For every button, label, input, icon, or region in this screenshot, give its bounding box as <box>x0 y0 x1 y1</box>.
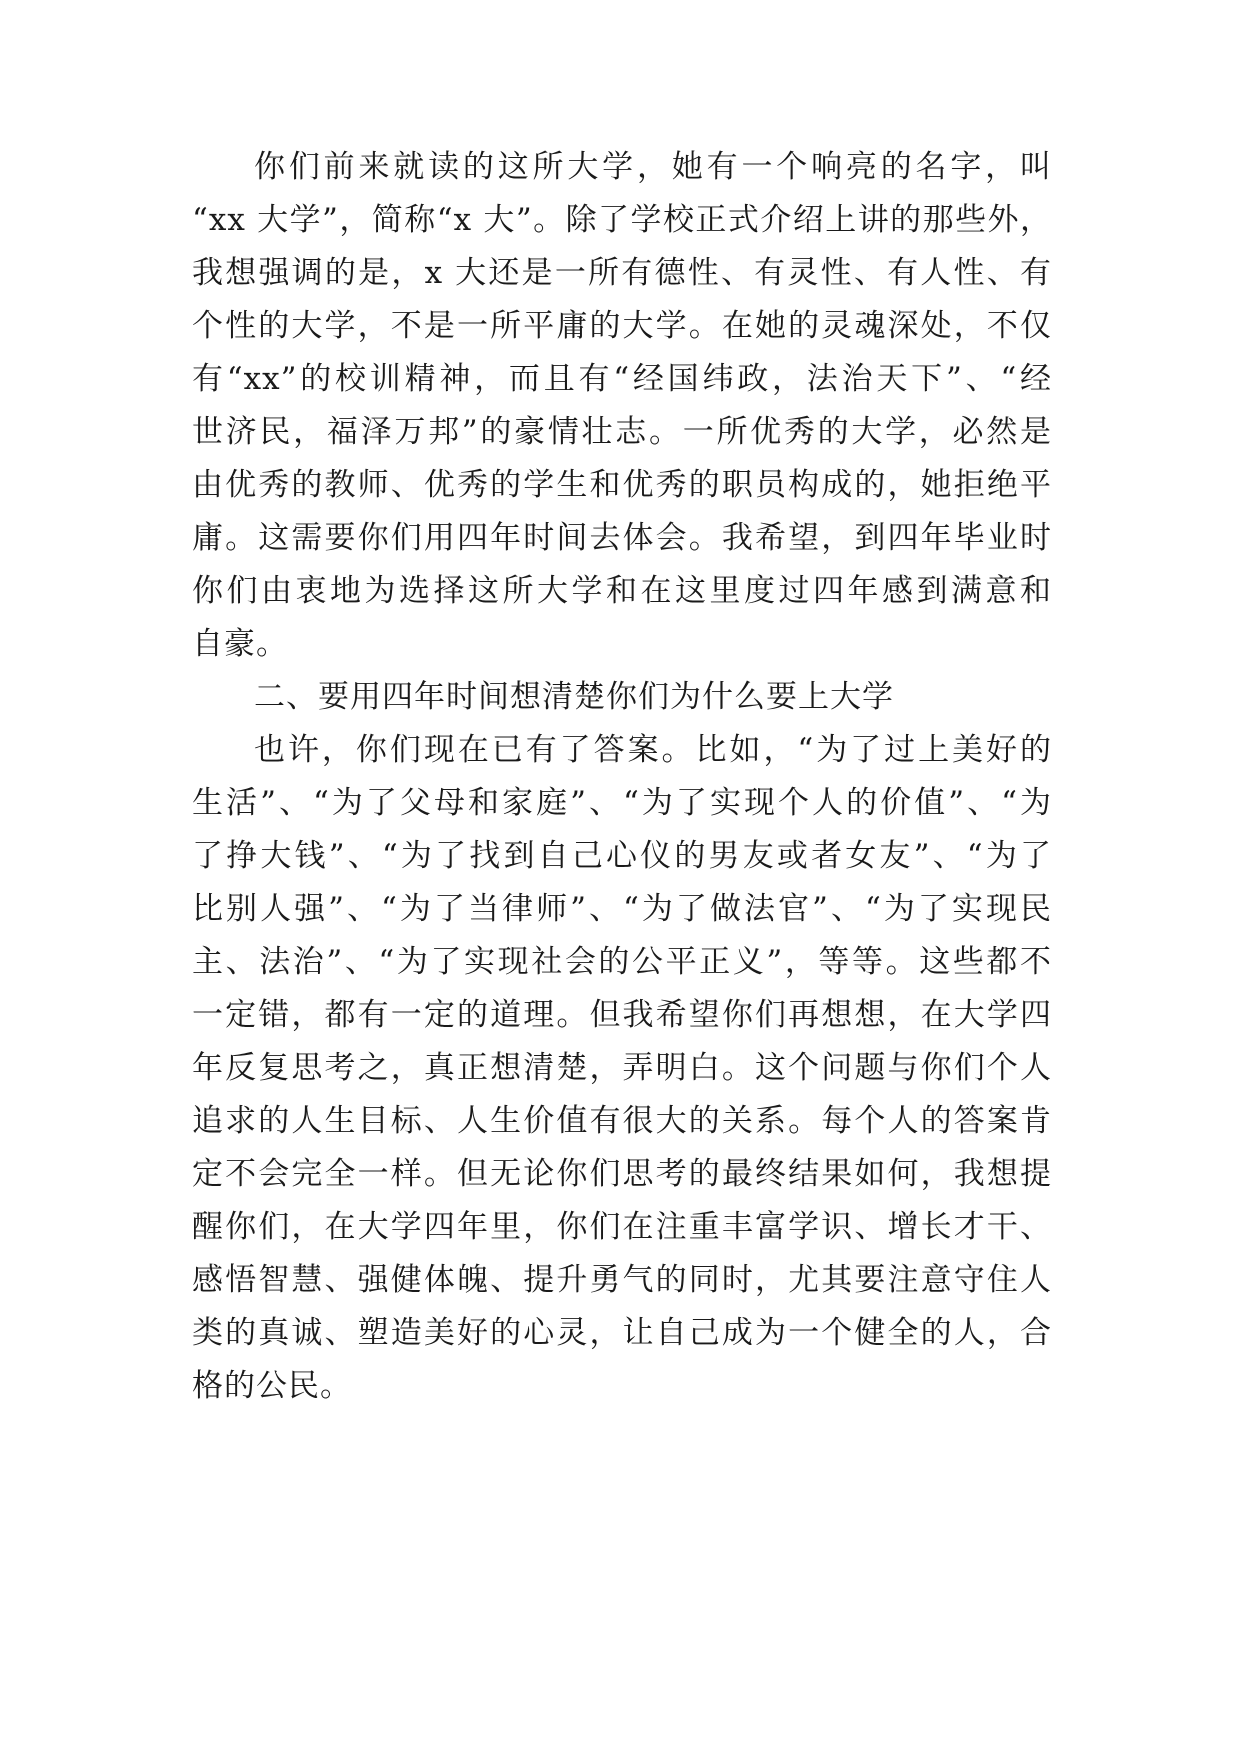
paragraph-line: 追求的人生目标、人生价值有很大的关系。每个人的答案肯 <box>192 1103 1052 1139</box>
paragraph-line: 醒你们，在大学四年里，你们在注重丰富学识、增长才干、 <box>192 1209 1052 1245</box>
paragraph-line: 格的公民。 <box>192 1368 352 1404</box>
paragraph-line: 庸。这需要你们用四年时间去体会。我希望，到四年毕业时 <box>192 520 1052 556</box>
paragraph-line: 你们由衷地为选择这所大学和在这里度过四年感到满意和 <box>192 573 1052 609</box>
paragraph-line: 自豪。 <box>192 626 288 662</box>
paragraph-line: 我想强调的是，x 大还是一所有德性、有灵性、有人性、有 <box>192 255 1052 291</box>
paragraph-line: 世济民，福泽万邦”的豪情壮志。一所优秀的大学，必然是 <box>192 414 1052 450</box>
paragraph-line: 了挣大钱”、“为了找到自己心仪的男友或者女友”、“为了 <box>192 838 1052 874</box>
paragraph-line: 有“xx”的校训精神，而且有“经国纬政，法治天下”、“经 <box>192 361 1052 397</box>
paragraph-line: 你们前来就读的这所大学，她有一个响亮的名字，叫 <box>254 149 1052 185</box>
paragraph-line: 个性的大学，不是一所平庸的大学。在她的灵魂深处，不仅 <box>192 308 1052 344</box>
paragraph-line: 比别人强”、“为了当律师”、“为了做法官”、“为了实现民 <box>192 891 1052 927</box>
paragraph-line: 生活”、“为了父母和家庭”、“为了实现个人的价值”、“为 <box>192 785 1052 821</box>
paragraph-line: 主、法治”、“为了实现社会的公平正义”，等等。这些都不 <box>192 944 1052 980</box>
paragraph-line: 由优秀的教师、优秀的学生和优秀的职员构成的，她拒绝平 <box>192 467 1052 503</box>
paragraph-line: 一定错，都有一定的道理。但我希望你们再想想，在大学四 <box>192 997 1052 1033</box>
section-heading: 二、要用四年时间想清楚你们为什么要上大学 <box>254 679 894 715</box>
paragraph-line: 感悟智慧、强健体魄、提升勇气的同时，尤其要注意守住人 <box>192 1262 1052 1298</box>
paragraph-line: 定不会完全一样。但无论你们思考的最终结果如何，我想提 <box>192 1156 1052 1192</box>
paragraph-line: 年反复思考之，真正想清楚，弄明白。这个问题与你们个人 <box>192 1050 1052 1086</box>
paragraph-line: “xx 大学”，简称“x 大”。除了学校正式介绍上讲的那些外， <box>192 202 1052 238</box>
paragraph-line: 也许，你们现在已有了答案。比如，“为了过上美好的 <box>254 732 1052 768</box>
paragraph-line: 类的真诚、塑造美好的心灵，让自己成为一个健全的人，合 <box>192 1315 1052 1351</box>
